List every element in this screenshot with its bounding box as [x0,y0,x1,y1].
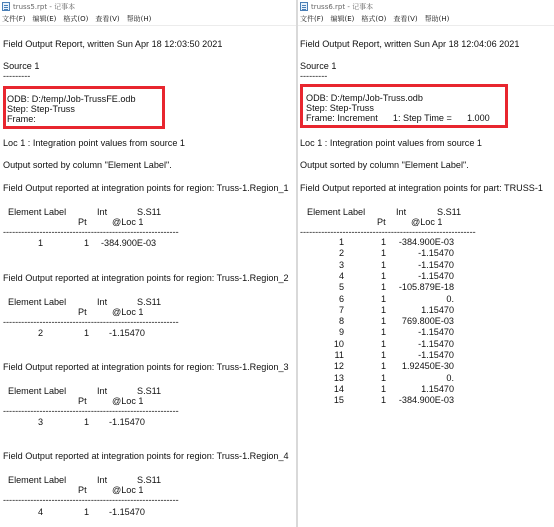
col-pt: Pt [78,485,87,495]
frame-line: Frame: [7,114,36,124]
row-pt: 1 [380,395,386,406]
row-pt: 1 [84,238,90,248]
row-label: 13 [333,372,344,383]
row-value: 0. [446,372,454,383]
row-pt: 1 [380,316,386,327]
row-label: 10 [333,338,344,349]
row-pt: 1 [380,270,386,281]
row-value: -1.15470 [109,417,145,427]
frame-line: Frame: Increment 1: Step Time = 1.000 [306,113,490,123]
col-pt: Pt [377,217,386,227]
row-value: -384.900E-03 [398,395,454,406]
menu-view[interactable]: 查看(V) [95,15,120,23]
col-loc: @Loc 1 [112,485,144,495]
menu-view[interactable]: 查看(V) [393,15,418,23]
row-label: 4 [338,270,344,281]
row-pt: 1 [380,361,386,372]
row-label: 3 [338,259,344,270]
row-pt: 1 [380,338,386,349]
region-heading: Field Output reported at integration points for region: Truss-1.Region_1 [3,183,289,193]
window-title: truss5.rpt - 记事本 [13,2,76,11]
col-s11: S.S11 [137,297,162,307]
dash-rule: ---------------------------------------------------------- [3,227,179,237]
row-pt: 1 [380,304,386,315]
row-label: 7 [338,304,344,315]
region-heading: Field Output reported at integration points for region: Truss-1.Region_2 [3,273,289,283]
col-int: Int [97,297,108,307]
menu-file[interactable]: 文件(F) [300,15,324,23]
row-pt: 1 [380,259,386,270]
source-rule: --------- [3,71,31,81]
row-pt: 1 [380,383,386,394]
col-int: Int [97,475,108,485]
row-pt: 1 [380,237,386,247]
col-loc: @Loc 1 [112,396,144,406]
row-pt: 1 [380,350,386,360]
row-label: 11 [334,350,344,360]
row-label: 1 [38,238,44,248]
col-loc: @Loc 1 [112,217,144,227]
row-pt: 1 [84,417,90,427]
region-heading: Field Output reported at integration points for part: TRUSS-1 [300,183,543,193]
menu-help[interactable]: 帮助(H) [126,15,152,23]
menu-bar [298,13,554,26]
title-bar[interactable] [298,0,554,13]
menu-file[interactable]: 文件(F) [2,15,26,23]
row-label: 12 [333,361,344,372]
col-element-label: Element Label [8,386,67,396]
source-line: Source 1 [300,61,337,71]
row-label: 9 [338,327,344,338]
dash-rule: ---------------------------------------------------------- [3,406,179,416]
col-element-label: Element Label [8,207,67,217]
step-line: Step: Step-Truss [7,104,75,114]
row-pt: 1 [84,328,90,338]
region-heading: Field Output reported at integration points for region: Truss-1.Region_4 [3,451,289,461]
col-int: Int [396,207,407,217]
row-pt: 1 [380,327,386,338]
row-pt: 1 [380,293,386,304]
col-pt: Pt [78,396,87,406]
row-label: 14 [333,383,344,394]
row-value: -384.900E-03 [101,238,157,248]
region-heading: Field Output reported at integration points for region: Truss-1.Region_3 [3,362,289,372]
row-value: 0. [446,293,454,304]
menu-edit[interactable]: 编辑(E) [32,15,57,23]
row-pt: 1 [84,507,90,517]
row-value: -1.15470 [418,338,454,349]
row-value: -384.900E-03 [398,237,454,247]
report-header: Field Output Report, written Sun Apr 18 12:04:06 2021 [300,39,520,49]
col-int: Int [97,207,108,217]
row-label: 5 [338,282,344,293]
col-pt: Pt [78,217,87,227]
notepad-window-truss6 [298,0,554,527]
col-s11: S.S11 [137,475,162,485]
row-label: 2 [38,328,44,338]
row-value: -105.879E-18 [398,282,454,293]
step-line: Step: Step-Truss [306,103,374,113]
row-pt: 1 [380,372,386,383]
row-label: 3 [38,417,44,427]
report-header: Field Output Report, written Sun Apr 18 12:03:50 2021 [3,39,223,49]
window-title: truss6.rpt - 记事本 [311,2,374,11]
sorted-line: Output sorted by column "Element Label". [3,160,172,170]
row-value: 769.800E-03 [401,316,454,327]
row-value: -1.15470 [109,507,145,517]
dash-rule: ---------------------------------------------------------- [3,317,179,327]
row-label: 6 [338,293,344,304]
row-label: 4 [38,507,44,517]
loc-line: Loc 1 : Integration point values from source 1 [300,138,482,148]
col-element-label: Element Label [8,297,67,307]
row-value: -1.15470 [418,248,454,259]
col-int: Int [97,386,108,396]
menu-bar [0,13,296,26]
row-label: 15 [333,395,344,406]
menu-format[interactable]: 格式(O) [361,15,387,23]
dash-rule: ---------------------------------------------------------- [3,495,179,505]
menu-help[interactable]: 帮助(H) [424,15,450,23]
title-bar[interactable] [0,0,296,13]
row-value: -1.15470 [418,270,454,281]
row-value: 1.92450E-30 [401,361,454,372]
odb-line: ODB: D:/temp/Job-Truss.odb [306,93,423,103]
odb-line: ODB: D:/temp/Job-TrussFE.odb [7,94,136,104]
notepad-icon [300,2,308,11]
source-line: Source 1 [3,61,40,71]
row-label: 2 [338,248,344,259]
col-loc: @Loc 1 [411,217,443,227]
row-pt: 1 [380,282,386,293]
col-s11: S.S11 [137,207,162,217]
row-value: -1.15470 [418,327,454,338]
menu-edit[interactable]: 编辑(E) [330,15,355,23]
notepad-icon [2,2,10,11]
col-s11: S.S11 [137,386,162,396]
col-element-label: Element Label [8,475,67,485]
sorted-line: Output sorted by column "Element Label". [300,160,469,170]
col-s11: S.S11 [437,207,462,217]
source-rule: --------- [300,71,328,81]
col-loc: @Loc 1 [112,307,144,317]
row-value: -1.15470 [109,328,145,338]
menu-format[interactable]: 格式(O) [63,15,89,23]
loc-line: Loc 1 : Integration point values from source 1 [3,138,185,148]
col-element-label: Element Label [307,207,366,217]
row-pt: 1 [380,248,386,259]
row-value: -1.15470 [418,259,454,270]
row-label: 1 [338,237,344,247]
col-pt: Pt [78,307,87,317]
dash-rule: ---------------------------------------------------------- [300,227,476,237]
row-value: 1.15470 [421,304,454,315]
row-label: 8 [338,316,344,327]
row-value: -1.15470 [418,350,454,360]
row-value: 1.15470 [421,383,454,394]
